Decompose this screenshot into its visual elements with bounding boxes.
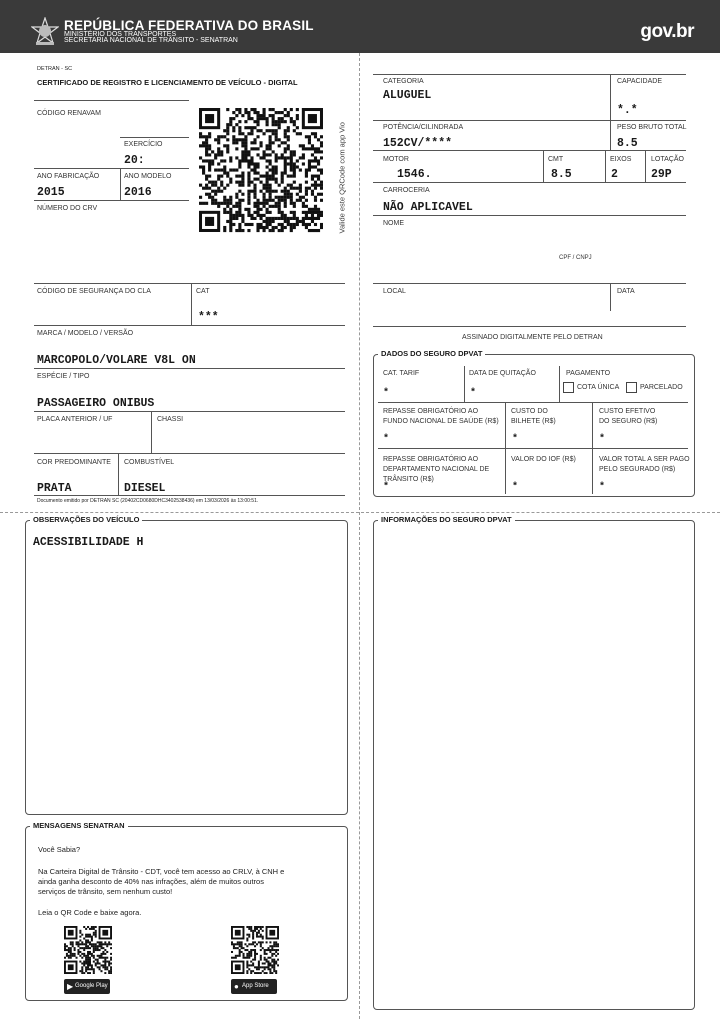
header-bar [0, 0, 720, 53]
eixos-value: 2 [611, 168, 618, 181]
fold-line-vertical [359, 53, 360, 1019]
custo-bilhete-label1: CUSTO DO [511, 408, 548, 415]
repasse-sus-label2: FUNDO NACIONAL DE SAÚDE (R$) [383, 418, 499, 425]
fold-line-horizontal [0, 512, 720, 513]
ano-mod-value: 2016 [124, 186, 152, 199]
marca-label: MARCA / MODELO / VERSÃO [37, 330, 134, 337]
ano-fab-value: 2015 [37, 186, 65, 199]
quitacao-label: DATA DE QUITAÇÃO [469, 370, 536, 377]
iof-value: * [512, 482, 519, 493]
signed-text: ASSINADO DIGITALMENTE PELO DETRAN [462, 334, 603, 341]
nome-label: NOME [383, 220, 404, 227]
placa-label: PLACA ANTERIOR / UF [37, 416, 113, 423]
ano-mod-label: ANO MODELO [124, 173, 172, 180]
google-play-icon: ▶ [67, 982, 74, 991]
carroceria-label: CARROCERIA [383, 187, 430, 194]
motor-value: 1546. [397, 168, 432, 181]
govbr-logo[interactable]: gov.br [640, 21, 694, 42]
crv-label: NÚMERO DO CRV [37, 205, 98, 212]
cota-unica-checkbox[interactable] [563, 382, 574, 393]
issuer: DETRAN - SC [37, 66, 73, 72]
qr-caption: Valide este QRCode com app Vio [337, 122, 347, 234]
info-dpvat-title: INFORMAÇÕES DO SEGURO DPVAT [378, 515, 515, 524]
peso-label: PESO BRUTO TOTAL [617, 124, 687, 131]
app-store-label: App Store [242, 983, 269, 989]
cmt-value: 8.5 [551, 168, 572, 181]
cota-unica-label: COTA ÚNICA [577, 384, 620, 391]
repasse-sus-label1: REPASSE OBRIGATÓRIO AO [383, 408, 479, 415]
cmt-label: CMT [548, 156, 564, 163]
repasse-dn-label2: DEPARTAMENTO NACIONAL DE [383, 466, 490, 473]
msg-p2: Na Carteira Digital de Trânsito - CDT, você tem acesso ao CRLV, à CNH e ainda ganha desconto de 40% nas infrações, além de muitos outros serviços de trânsito, sem nenhum custo! [38, 867, 285, 896]
renavam-label: CÓDIGO RENAVAM [37, 110, 101, 117]
capacidade-value: *.* [617, 104, 638, 117]
mensagens-title: MENSAGENS SENATRAN [30, 821, 128, 830]
cor-value: PRATA [37, 482, 72, 495]
parcelado-checkbox[interactable] [626, 382, 637, 393]
qr-app-store[interactable] [231, 926, 279, 974]
capacidade-label: CAPACIDADE [617, 78, 662, 85]
repasse-sus-value: * [383, 434, 390, 445]
carroceria-value: NÃO APLICAVEL [383, 201, 473, 214]
categoria-value: ALUGUEL [383, 89, 432, 102]
total-label1: VALOR TOTAL A SER PAGO [599, 456, 690, 463]
total-value: * [599, 482, 606, 493]
comb-label: COMBUSTÍVEL [124, 459, 175, 466]
exercicio-value: 20: [124, 154, 145, 167]
repasse-dn-value: * [383, 482, 390, 493]
header-ministry: MINISTÉRIO DOS TRANSPORTES [64, 31, 177, 38]
observacoes-text: ACESSIBILIDADE H [33, 536, 144, 549]
apple-icon: ● [234, 982, 239, 991]
doc-title: CERTIFICADO DE REGISTRO E LICENCIAMENTO DE VEÍCULO - DIGITAL [37, 78, 298, 87]
lotacao-label: LOTAÇÃO [651, 156, 684, 163]
custo-bilhete-label2: BILHETE (R$) [511, 418, 556, 425]
cat-tarif-label: CAT. TARIF [383, 370, 420, 377]
custo-bilhete-value: * [512, 434, 519, 445]
local-label: LOCAL [383, 288, 406, 295]
quitacao-value: * [470, 388, 477, 399]
exercicio-label: EXERCÍCIO [124, 141, 163, 148]
cla-label: CÓDIGO DE SEGURANÇA DO CLA [37, 288, 151, 295]
repasse-dn-label1: REPASSE OBRIGATÓRIO AO [383, 456, 479, 463]
iof-label: VALOR DO IOF (R$) [511, 456, 576, 463]
cpf-label: CPF / CNPJ [559, 255, 592, 261]
dpvat-title: DADOS DO SEGURO DPVAT [378, 349, 485, 358]
observacoes-box [25, 520, 348, 815]
total-label2: PELO SEGURADO (R$) [599, 466, 676, 473]
qr-google-play[interactable] [64, 926, 112, 974]
custo-efetivo-label2: DO SEGURO (R$) [599, 418, 658, 425]
data-label: DATA [617, 288, 635, 295]
msg-p1: Você Sabia? [38, 845, 81, 854]
google-play-label: Google Play [75, 983, 108, 989]
observacoes-title: OBSERVAÇÕES DO VEÍCULO [30, 515, 142, 524]
categoria-label: CATEGORIA [383, 78, 424, 85]
especie-label: ESPÉCIE / TIPO [37, 373, 90, 380]
cor-label: COR PREDOMINANTE [37, 459, 111, 466]
header-secretary: SECRETARIA NACIONAL DE TRÂNSITO - SENATRAN [64, 37, 238, 44]
potencia-value: 152CV/**** [383, 137, 453, 150]
msg-p3: Leia o QR Code e baixe agora. [38, 908, 142, 917]
google-play-badge[interactable] [64, 979, 110, 994]
marca-value: MARCOPOLO/VOLARE V8L ON [37, 354, 196, 367]
qr-code [199, 108, 323, 234]
chassi-label: CHASSI [157, 416, 184, 423]
info-dpvat-box [373, 520, 695, 1010]
repasse-dn-label3: TRÂNSITO (R$) [383, 476, 434, 483]
cat-tarif-value: * [383, 388, 390, 399]
coat-of-arms-icon [31, 17, 59, 47]
custo-efetivo-value: * [599, 434, 606, 445]
pagamento-label: PAGAMENTO [566, 370, 611, 377]
motor-label: MOTOR [383, 156, 409, 163]
eixos-label: EIXOS [610, 156, 632, 163]
parcelado-label: PARCELADO [640, 384, 683, 391]
footnote: Documento emitido por DETRAN SC (20402CD0680DHC3402538436) em 13/03/2026 às 13:00:51. [37, 498, 259, 504]
app-store-badge[interactable] [231, 979, 277, 994]
header-title: REPÚBLICA FEDERATIVA DO BRASIL [64, 18, 314, 33]
especie-value: PASSAGEIRO ONIBUS [37, 397, 155, 410]
lotacao-value: 29P [651, 168, 672, 181]
ano-fab-label: ANO FABRICAÇÃO [37, 173, 100, 180]
custo-efetivo-label1: CUSTO EFETIVO [599, 408, 656, 415]
cat-value: *** [198, 311, 219, 324]
cat-label: CAT [196, 288, 210, 295]
peso-value: 8.5 [617, 137, 638, 150]
comb-value: DIESEL [124, 482, 166, 495]
potencia-label: POTÊNCIA/CILINDRADA [383, 124, 464, 131]
